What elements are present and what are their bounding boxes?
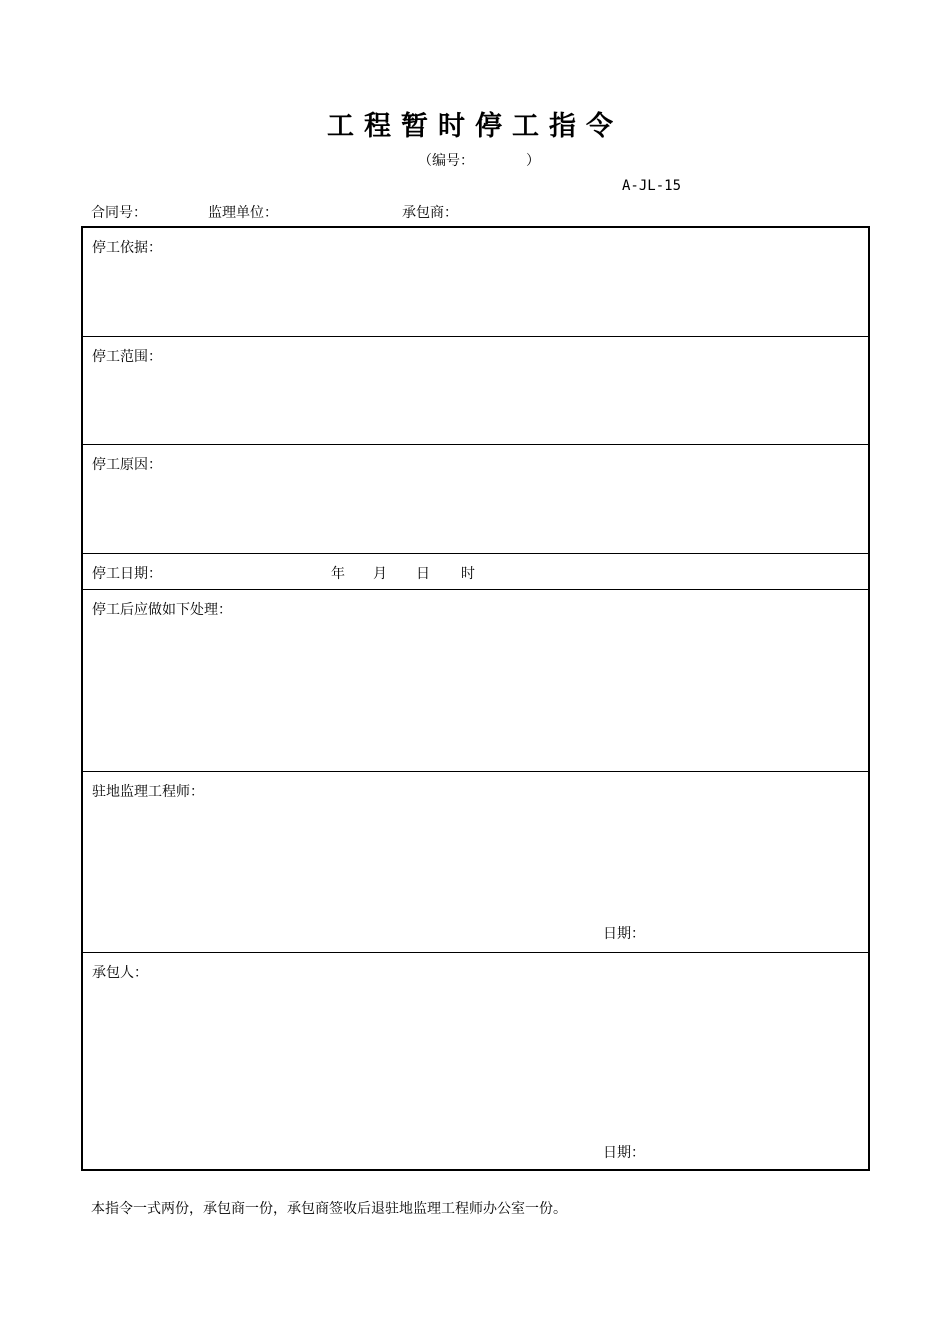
scope-label: 停工范围： [92,349,162,365]
stop-date-label: 停工日期： [92,566,162,582]
month-unit: 月 [373,566,387,582]
engineer-date-label: 日期： [603,926,645,942]
serial-number [418,150,540,170]
basis-label: 停工依据： [92,240,162,256]
contractor-person-label: 承包人： [92,965,148,981]
row-contractor-person[interactable] [83,953,868,1169]
stop-work-form [81,226,870,1171]
serial-label-open: （编号： [418,153,474,169]
row-basis[interactable] [83,228,868,337]
row-stop-date[interactable] [83,554,868,590]
year-unit: 年 [331,566,345,582]
contractor-date-label: 日期： [603,1145,645,1161]
contractor-label: 承包商： [402,205,458,221]
contract-no-label: 合同号： [91,205,147,221]
handling-label: 停工后应做如下处理： [92,602,232,618]
page-title: 工程暂时停工指令 [327,111,623,142]
day-unit: 日 [416,566,430,582]
row-handling[interactable] [83,590,868,772]
reason-label: 停工原因： [92,457,162,473]
engineer-label: 驻地监理工程师： [92,784,204,800]
supervisor-unit-label: 监理单位： [208,205,278,221]
hour-unit: 时 [461,566,475,582]
footer-note: 本指令一式两份，承包商一份，承包商签收后退驻地监理工程师办公室一份。 [91,1201,567,1217]
row-engineer[interactable] [83,772,868,953]
serial-label-close: ） [526,153,540,169]
row-scope[interactable] [83,337,868,445]
form-code: A-JL-15 [622,178,682,194]
row-reason[interactable] [83,445,868,554]
